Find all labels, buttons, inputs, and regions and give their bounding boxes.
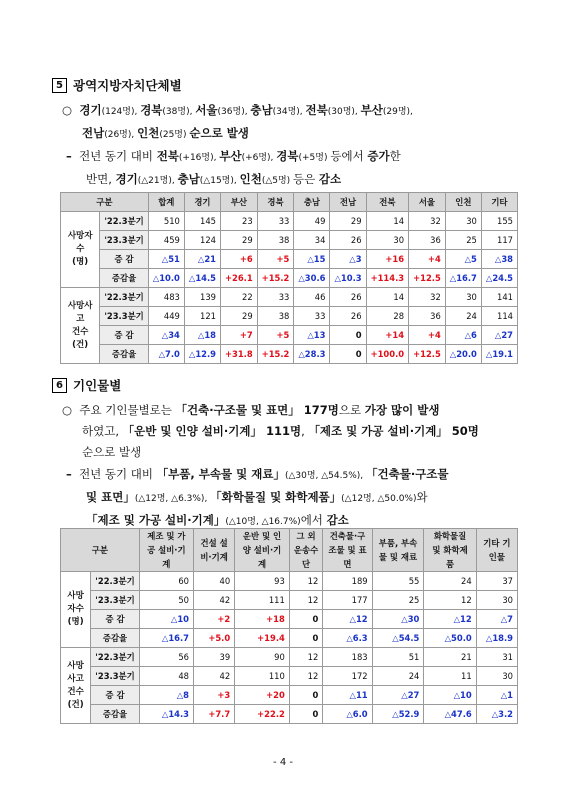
- section-title: 광역지방자치단체별: [73, 78, 182, 93]
- table-cell: 183: [323, 648, 372, 667]
- region: 경북: [276, 149, 299, 163]
- table-cell: 36: [409, 307, 446, 326]
- table-row: [61, 345, 518, 364]
- region: 인천: [239, 172, 262, 186]
- table-cell: 110: [235, 667, 290, 686]
- table-cell: △10: [139, 610, 193, 629]
- table-row: [61, 686, 518, 705]
- table-cell: 51: [372, 648, 424, 667]
- table-cell: 124: [184, 231, 220, 250]
- table-cell: 30: [476, 591, 517, 610]
- table-cell: 40: [193, 572, 234, 591]
- table-cell: 26: [330, 231, 366, 250]
- table-cell: +5: [257, 250, 294, 269]
- text: 하였고,: [82, 424, 123, 438]
- count: (34명),: [272, 107, 306, 117]
- table-cell: 33: [294, 307, 330, 326]
- count: (26명),: [104, 130, 138, 140]
- table-cell: △7.0: [148, 345, 184, 364]
- text: 「화학물질 및 화학제품」: [210, 490, 342, 504]
- table-cell: 177: [323, 591, 372, 610]
- row-label: 증 감: [91, 686, 139, 705]
- table-cell: +14: [366, 326, 409, 345]
- table-cell: 23: [220, 212, 257, 231]
- table-cell: 46: [294, 288, 330, 307]
- table-cell: 38: [257, 307, 294, 326]
- table-cell: △6.3: [323, 629, 372, 648]
- count: (+16명),: [178, 153, 220, 163]
- table-cell: 0: [289, 610, 322, 629]
- table-cell: △3: [330, 250, 366, 269]
- table-cell: △12: [424, 610, 476, 629]
- table-cell: 172: [323, 667, 372, 686]
- table-cell: +26.1: [220, 269, 257, 288]
- row-label: '23.3분기: [100, 231, 148, 250]
- table-cell: △1: [476, 686, 517, 705]
- row-group-label: 사망자수 (명): [61, 212, 100, 288]
- table-row: [61, 212, 518, 231]
- table-cell: 25: [445, 231, 481, 250]
- table-cell: 33: [257, 288, 294, 307]
- table-cell: △16.7: [445, 269, 481, 288]
- table-cell: △8: [139, 686, 193, 705]
- table-cell: 48: [139, 667, 193, 686]
- table-cell: +22.2: [235, 705, 290, 724]
- table-cell: 12: [289, 591, 322, 610]
- table-cell: △27: [372, 686, 424, 705]
- table-cell: 30: [445, 288, 481, 307]
- count: (△5명): [261, 176, 294, 186]
- table-header-row: [61, 193, 518, 212]
- text: 및 표면」: [86, 490, 135, 504]
- table-cell: 25: [372, 591, 424, 610]
- table-cell: 49: [294, 212, 330, 231]
- table-header-row: [61, 529, 518, 572]
- text: 감소: [318, 172, 342, 186]
- count: (36명),: [217, 107, 251, 117]
- count: (+6명),: [241, 153, 277, 163]
- column-header: 구분: [61, 529, 140, 572]
- text: 감소: [326, 513, 349, 527]
- column-header: 그 외 운송수단: [289, 529, 322, 572]
- table-cell: +19.4: [235, 629, 290, 648]
- table-cell: 29: [220, 307, 257, 326]
- table-cell: 50: [139, 591, 193, 610]
- table-cell: 32: [409, 212, 446, 231]
- table-cell: △5: [445, 250, 481, 269]
- table-cell: 55: [372, 572, 424, 591]
- table-cell: △34: [148, 326, 184, 345]
- table-cell: +6: [220, 250, 257, 269]
- text: 「부품, 부속물 및 재료」: [156, 467, 285, 481]
- table-cell: △24.5: [481, 269, 517, 288]
- table-cell: 24: [372, 667, 424, 686]
- table-cell: △38: [481, 250, 517, 269]
- table-cell: +31.8: [220, 345, 257, 364]
- table-cell: △30.6: [294, 269, 330, 288]
- table-cell: 14: [366, 212, 409, 231]
- text: 「제조 및 가공 설비·기계」 50명: [308, 424, 479, 438]
- table-cell: 60: [139, 572, 193, 591]
- table-cell: △18.9: [476, 629, 517, 648]
- column-header: 경기: [184, 193, 220, 212]
- row-label: '23.3분기: [91, 667, 139, 686]
- table-cell: 36: [409, 231, 446, 250]
- column-header: 건설 설비·기계: [193, 529, 234, 572]
- table-cell: 26: [330, 307, 366, 326]
- column-header: 건축물·구조물 및 표면: [323, 529, 372, 572]
- region: 서울: [195, 103, 218, 117]
- text: 순으로 발생: [82, 445, 142, 459]
- row-label: 증감율: [91, 629, 139, 648]
- table-cell: △20.0: [445, 345, 481, 364]
- row-group-label: 사망자수 (명): [61, 572, 91, 648]
- region-table: [60, 192, 518, 364]
- text: 등에서: [330, 149, 368, 163]
- table-cell: 483: [148, 288, 184, 307]
- count: (124명),: [101, 107, 141, 117]
- table-cell: 93: [235, 572, 290, 591]
- column-header: 기타: [481, 193, 517, 212]
- table-cell: 449: [148, 307, 184, 326]
- table-cell: △10.3: [330, 269, 366, 288]
- table-cell: 111: [235, 591, 290, 610]
- section-number: 5: [52, 78, 67, 93]
- column-header: 기타 기인물: [476, 529, 517, 572]
- column-header: 제조 및 가공 설비·기계: [139, 529, 193, 572]
- table-cell: 117: [481, 231, 517, 250]
- table-cell: +100.0: [366, 345, 409, 364]
- table-cell: 39: [193, 648, 234, 667]
- region: 전북: [156, 149, 179, 163]
- table-cell: △7: [476, 610, 517, 629]
- table-cell: 0: [330, 345, 366, 364]
- region: 전북: [305, 103, 328, 117]
- count: (△15명),: [199, 176, 240, 186]
- table-cell: △21: [184, 250, 220, 269]
- text: 한: [389, 149, 401, 163]
- row-label: 증감율: [100, 345, 148, 364]
- table-row: [61, 667, 518, 686]
- table-row: [61, 250, 518, 269]
- region: 인천: [137, 126, 160, 140]
- region: 전남: [82, 126, 105, 140]
- table-cell: △12: [323, 610, 372, 629]
- column-header: 서울: [409, 193, 446, 212]
- row-label: 증 감: [91, 610, 139, 629]
- row-label: '23.3분기: [91, 591, 139, 610]
- column-header: 경북: [257, 193, 294, 212]
- row-group-label: 사망사고 건수 (건): [61, 288, 100, 364]
- region: 경기: [79, 103, 102, 117]
- count: (△12명, △6.3%),: [134, 494, 211, 504]
- column-header: 인천: [445, 193, 481, 212]
- row-label: '22.3분기: [100, 212, 148, 231]
- row-label: '22.3분기: [100, 288, 148, 307]
- text: 「건축·구조물 및 표면」 177명: [175, 403, 339, 417]
- table-cell: △47.6: [424, 705, 476, 724]
- table-cell: 90: [235, 648, 290, 667]
- table-cell: +4: [409, 250, 446, 269]
- table-cell: 56: [139, 648, 193, 667]
- table-cell: 121: [184, 307, 220, 326]
- table-cell: +3: [193, 686, 234, 705]
- bullet: ○: [62, 103, 73, 117]
- text: ,: [301, 424, 309, 438]
- table-cell: +4: [409, 326, 446, 345]
- table-cell: 32: [409, 288, 446, 307]
- table-cell: 31: [476, 648, 517, 667]
- row-group-label: 사망 사고 건수 (건): [61, 648, 91, 724]
- table-cell: △10: [424, 686, 476, 705]
- column-header: 구분: [61, 193, 149, 212]
- row-label: '23.3분기: [100, 307, 148, 326]
- bullet: ○: [62, 403, 73, 417]
- count: (30명),: [327, 107, 361, 117]
- table-cell: 37: [476, 572, 517, 591]
- table-cell: 139: [184, 288, 220, 307]
- table-cell: 26: [330, 288, 366, 307]
- region: 충남: [250, 103, 273, 117]
- table-cell: 14: [366, 288, 409, 307]
- region: 부산: [360, 103, 383, 117]
- table-cell: 34: [294, 231, 330, 250]
- table-cell: +12.5: [409, 345, 446, 364]
- table-cell: 114: [481, 307, 517, 326]
- table-cell: 189: [323, 572, 372, 591]
- table-cell: +12.5: [409, 269, 446, 288]
- table-row: [61, 307, 518, 326]
- table-cell: △51: [148, 250, 184, 269]
- column-header: 화학물질 및 화학제품: [424, 529, 476, 572]
- table-cell: △6.0: [323, 705, 372, 724]
- table-cell: 33: [257, 212, 294, 231]
- text: 와: [416, 490, 428, 504]
- table-cell: +15.2: [257, 269, 294, 288]
- text: 가장 많이 발생: [364, 403, 440, 417]
- table-cell: +20: [235, 686, 290, 705]
- table-cell: △27: [481, 326, 517, 345]
- table-cell: +18: [235, 610, 290, 629]
- text: 순으로 발생: [189, 126, 249, 140]
- table-row: [61, 648, 518, 667]
- table-cell: 0: [289, 705, 322, 724]
- table-row: [61, 269, 518, 288]
- table-row: [61, 591, 518, 610]
- table-cell: 0: [289, 686, 322, 705]
- count: (38명),: [162, 107, 196, 117]
- region: 경기: [115, 172, 138, 186]
- table-cell: 11: [424, 667, 476, 686]
- table-cell: 141: [481, 288, 517, 307]
- table-cell: 38: [257, 231, 294, 250]
- table-cell: 30: [366, 231, 409, 250]
- section-5-heading: [52, 76, 182, 94]
- region: 경북: [140, 103, 163, 117]
- column-header: 충남: [294, 193, 330, 212]
- table-cell: △28.3: [294, 345, 330, 364]
- table-cell: 0: [330, 326, 366, 345]
- count: (△21명),: [137, 176, 178, 186]
- row-label: 증감율: [91, 705, 139, 724]
- row-label: '22.3분기: [91, 648, 139, 667]
- table-cell: +7.7: [193, 705, 234, 724]
- dash: –: [66, 149, 72, 163]
- text: 전년 동기 대비: [79, 149, 157, 163]
- row-label: 증 감: [100, 326, 148, 345]
- table-cell: △12.9: [184, 345, 220, 364]
- table-cell: 12: [289, 572, 322, 591]
- table-row: [61, 326, 518, 345]
- section-5-bullet: [62, 100, 532, 146]
- text: 으로: [338, 403, 365, 417]
- table-row: [61, 288, 518, 307]
- text: 주요 기인물별로는: [79, 403, 176, 417]
- table-cell: △52.9: [372, 705, 424, 724]
- cause-table: [60, 528, 518, 724]
- table-cell: 29: [220, 231, 257, 250]
- table-cell: △13: [294, 326, 330, 345]
- table-cell: △6: [445, 326, 481, 345]
- table-cell: 29: [330, 212, 366, 231]
- table-cell: △11: [323, 686, 372, 705]
- text: 「운반 및 인양 설비·기계」 111명: [122, 424, 302, 438]
- region: 충남: [177, 172, 200, 186]
- column-header: 전북: [366, 193, 409, 212]
- column-header: 전남: [330, 193, 366, 212]
- table-cell: △54.5: [372, 629, 424, 648]
- row-label: 증 감: [100, 250, 148, 269]
- text: 전년 동기 대비: [79, 467, 157, 481]
- table-cell: 28: [366, 307, 409, 326]
- column-header: 부품, 부속물 및 재료: [372, 529, 424, 572]
- count: (△30명, △54.5%),: [284, 471, 366, 481]
- table-row: [61, 231, 518, 250]
- table-cell: +15.2: [257, 345, 294, 364]
- section-number: 6: [52, 378, 67, 393]
- table-cell: +114.3: [366, 269, 409, 288]
- table-cell: △15: [294, 250, 330, 269]
- table-cell: △3.2: [476, 705, 517, 724]
- table-cell: 12: [424, 591, 476, 610]
- table-cell: △19.1: [481, 345, 517, 364]
- section-title: 기인물별: [73, 378, 122, 393]
- text: 증가: [367, 149, 390, 163]
- table-cell: 12: [289, 667, 322, 686]
- table-cell: 30: [445, 212, 481, 231]
- table-cell: +2: [193, 610, 234, 629]
- table-row: [61, 629, 518, 648]
- table-cell: +7: [220, 326, 257, 345]
- text: 「건축물·구조물: [366, 467, 449, 481]
- column-header: 부산: [220, 193, 257, 212]
- table-cell: 0: [289, 629, 322, 648]
- table-row: [61, 705, 518, 724]
- table-row: [61, 572, 518, 591]
- table-cell: +16: [366, 250, 409, 269]
- table-cell: 459: [148, 231, 184, 250]
- region: 부산: [219, 149, 242, 163]
- section-5-subbullet: [66, 146, 536, 192]
- column-header: 운반 및 인양 설비·기계: [235, 529, 290, 572]
- page-number: - 4 -: [273, 757, 293, 768]
- table-cell: 510: [148, 212, 184, 231]
- count: (+5명): [298, 153, 331, 163]
- text: 에서: [300, 513, 327, 527]
- table-cell: 155: [481, 212, 517, 231]
- table-cell: △30: [372, 610, 424, 629]
- dash: –: [66, 467, 72, 481]
- table-cell: △10.0: [148, 269, 184, 288]
- table-cell: 12: [289, 648, 322, 667]
- table-cell: 145: [184, 212, 220, 231]
- count: (△12명, △50.0%): [341, 494, 417, 504]
- count: (25명): [159, 130, 190, 140]
- count: (29명),: [382, 107, 413, 117]
- table-cell: 30: [476, 667, 517, 686]
- table-cell: 42: [193, 591, 234, 610]
- table-cell: +5.0: [193, 629, 234, 648]
- table-cell: △18: [184, 326, 220, 345]
- table-cell: △50.0: [424, 629, 476, 648]
- table-cell: △14.5: [184, 269, 220, 288]
- section-6-subbullet: [66, 464, 536, 533]
- text: 「제조 및 가공 설비·기계」: [86, 513, 226, 527]
- column-header: 합계: [148, 193, 184, 212]
- table-cell: △14.3: [139, 705, 193, 724]
- row-label: '22.3분기: [91, 572, 139, 591]
- table-row: [61, 610, 518, 629]
- table-cell: +5: [257, 326, 294, 345]
- table-cell: 21: [424, 648, 476, 667]
- count: (△10명, △16.7%): [225, 517, 301, 527]
- table-cell: 22: [220, 288, 257, 307]
- text: 반면,: [86, 172, 116, 186]
- section-6-heading: [52, 376, 121, 394]
- table-cell: 24: [445, 307, 481, 326]
- table-cell: 42: [193, 667, 234, 686]
- row-label: 증감율: [100, 269, 148, 288]
- text: 등은: [293, 172, 319, 186]
- table-cell: △16.7: [139, 629, 193, 648]
- table-cell: 24: [424, 572, 476, 591]
- section-6-bullet: [62, 400, 532, 463]
